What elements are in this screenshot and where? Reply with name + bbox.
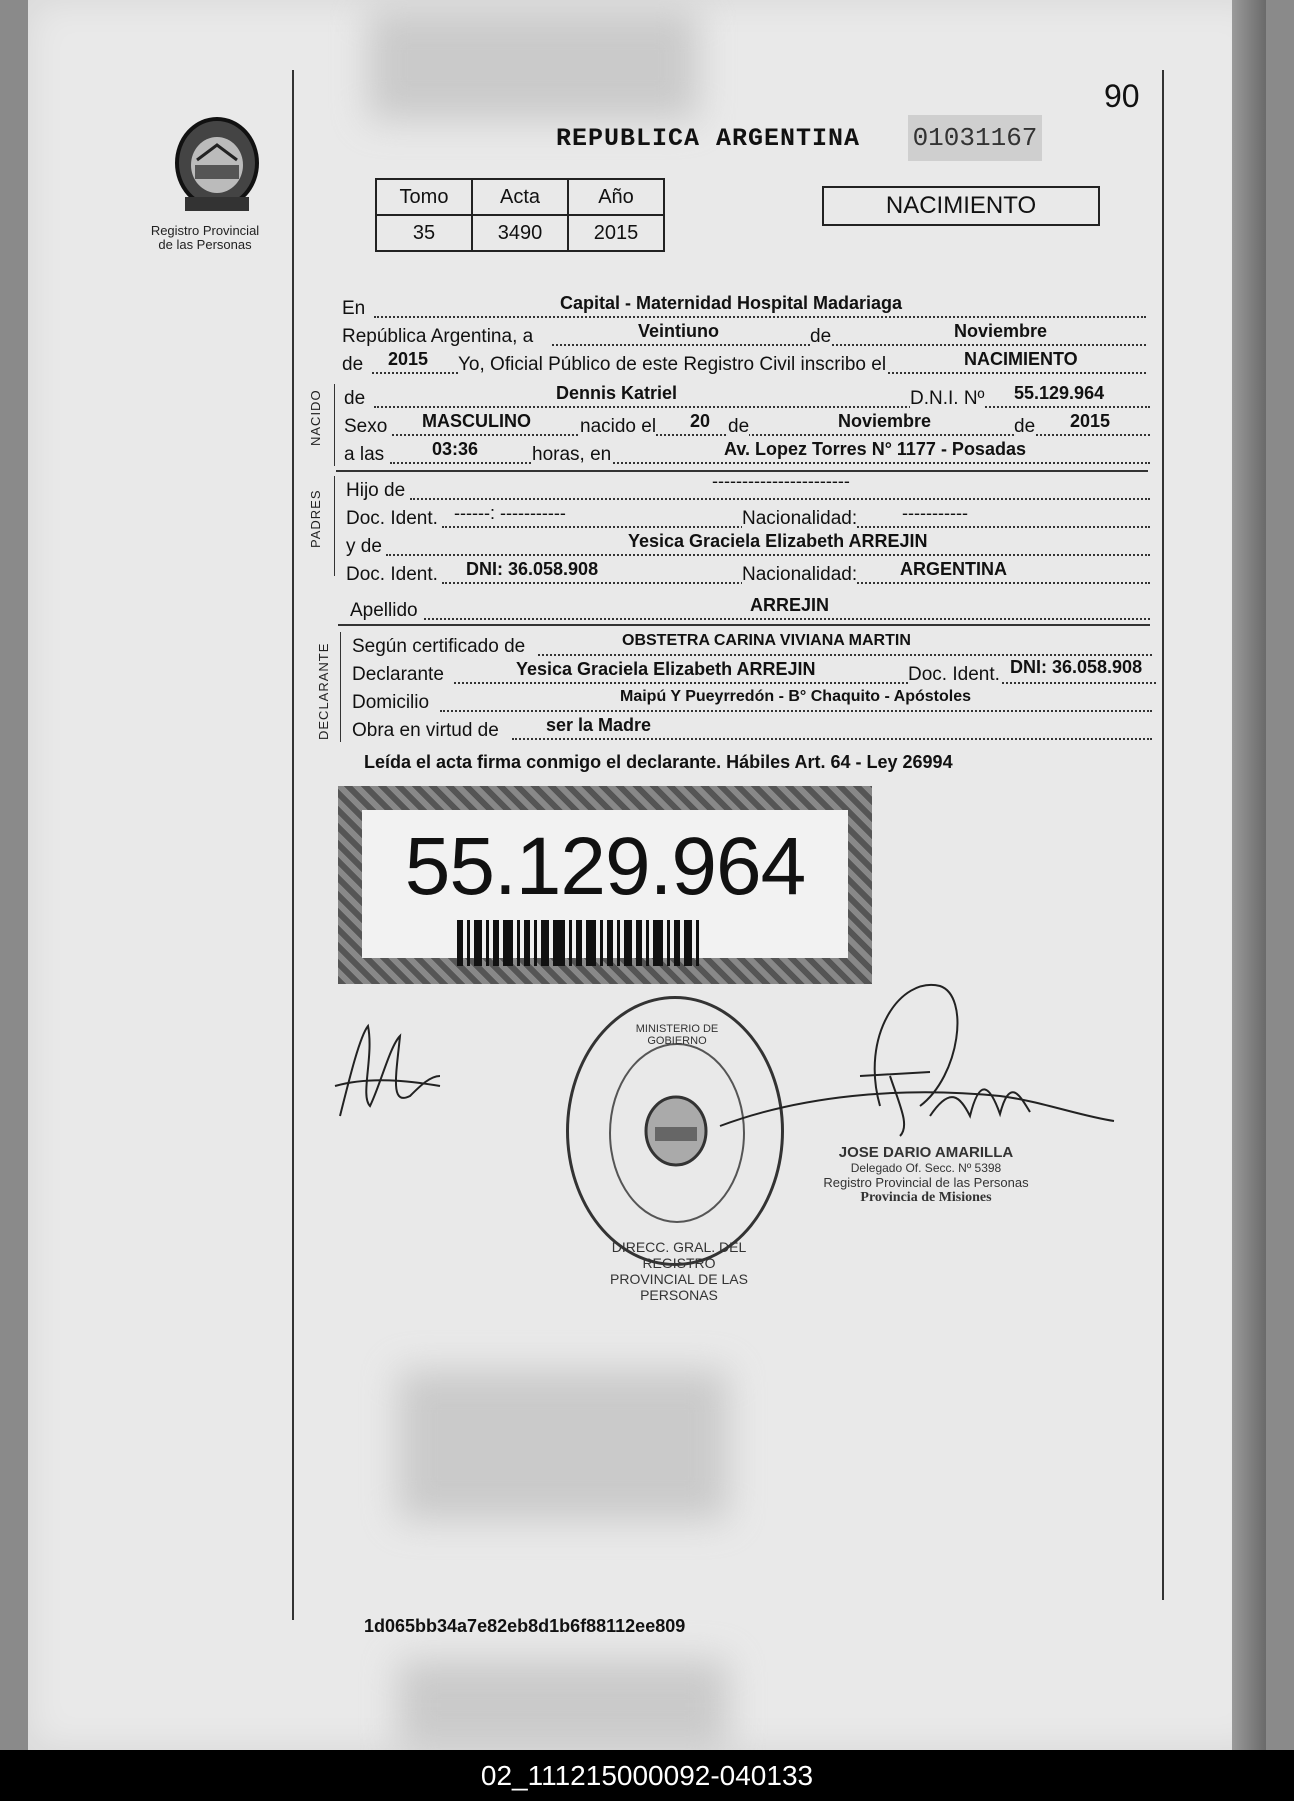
row-mother-doc (346, 560, 1150, 586)
value-place: Capital - Maternidad Hospital Madariaga (560, 293, 903, 313)
section-label-nacido: NACIDO (308, 389, 323, 446)
row-time-place (344, 440, 1150, 466)
serial-number: 01031167 (908, 115, 1042, 161)
label-domicilio: Domicilio (352, 692, 430, 713)
closing-statement: Leída el acta firma conmigo el declarante. Hábiles Art. 64 - Ley 26994 (364, 752, 953, 772)
signatory-province: Provincia de Misiones (860, 1190, 992, 1205)
label-nacido-el: nacido el (580, 416, 657, 437)
value-father: ----------------------- (712, 471, 850, 491)
section-rule (340, 632, 341, 742)
record-type-box: NACIMIENTO (822, 186, 1100, 226)
row-inscribo (342, 350, 1146, 376)
row-declarante (352, 657, 1156, 686)
dotted-line (410, 498, 1150, 500)
logo-caption-line-2: de las Personas (158, 237, 252, 252)
value-domicilio: Maipú Y Pueyrredón - B° Chaquito - Apóstoles (620, 688, 972, 705)
right-margin-rule (1162, 70, 1164, 1600)
value-dni: 55.129.964 (1014, 383, 1105, 403)
value-father-nationality: ----------- (902, 503, 968, 523)
value-apellido: ARREJIN (750, 595, 830, 615)
dotted-line (538, 654, 1152, 656)
scan-id-bar (0, 1750, 1294, 1801)
seal-outer-text: DIRECC. GRAL. DEL REGISTRO PROVINCIAL DE LAS PERSONAS (610, 1239, 748, 1303)
dni-sticker-label (362, 810, 848, 958)
page-number: 90 (1104, 78, 1140, 114)
dotted-line (512, 738, 1152, 740)
document-hash: 1d065bb34a7e82eb8d1b6f88112ee809 (364, 1616, 686, 1636)
dni-sticker-number: 55.129.964 (404, 821, 806, 912)
value-sexo: MASCULINO (422, 411, 531, 431)
row-place (342, 294, 1146, 320)
label-de: de (344, 388, 366, 409)
page-edge-shadow (1232, 0, 1266, 1750)
row-certificado (352, 632, 1152, 658)
value-declarante-doc: DNI: 36.058.908 (1010, 657, 1143, 677)
label-yo-oficial: Yo, Oficial Público de este Registro Civil inscribo el (458, 354, 887, 375)
coat-of-arms-icon (165, 105, 269, 215)
smudge (398, 1370, 728, 1520)
row-date (342, 322, 1146, 348)
seal-inner-text: MINISTERIO DE GOBIERNO (635, 1023, 719, 1047)
label-en: En (342, 298, 366, 319)
value-acta: 3490 (472, 215, 568, 251)
value-tomo: 35 (376, 215, 472, 251)
label-apellido: Apellido (350, 600, 418, 621)
row-sexo (344, 412, 1150, 438)
value-certificado: OBSTETRA CARINA VIVIANA MARTIN (622, 632, 911, 649)
smudge (368, 10, 698, 120)
dotted-line (424, 618, 1150, 620)
section-divider (338, 624, 1150, 626)
value-birth-month: Noviembre (838, 411, 932, 431)
smudge (398, 1660, 728, 1750)
value-birth-address: Av. Lopez Torres N° 1177 - Posadas (724, 439, 1026, 459)
scan-id: 02_111215000092-040133 (480, 1759, 814, 1791)
section-label-declarante: DECLARANTE (316, 642, 331, 740)
registry-table (375, 178, 665, 252)
registry-table-header-row (376, 179, 664, 215)
signatory-role: Delegado Of. Secc. Nº 5398 (850, 1161, 1002, 1175)
barcode (457, 920, 703, 966)
value-year: 2015 (388, 349, 429, 369)
dotted-line (374, 406, 1150, 408)
document-title: REPUBLICA ARGENTINA (556, 124, 861, 153)
value-child-name: Dennis Katriel (556, 383, 678, 403)
value-birth-year: 2015 (1070, 411, 1111, 431)
dotted-line (390, 462, 1150, 464)
row-father-doc (346, 504, 1150, 530)
section-rule (334, 476, 335, 576)
label-segun-certificado: Según certificado de (352, 636, 526, 657)
label-de: de (1014, 416, 1036, 437)
signatory-office: Registro Provincial de las Personas (823, 1175, 1029, 1190)
row-domicilio (352, 688, 1152, 714)
dotted-line (454, 682, 1156, 684)
value-month: Noviembre (954, 321, 1048, 341)
value-event: NACIMIENTO (964, 349, 1078, 369)
label-de: de (810, 326, 832, 347)
row-obra (352, 716, 1152, 742)
label-dni: D.N.I. Nº (910, 388, 985, 409)
header-acta: Acta (472, 179, 568, 215)
header-ano: Año (568, 179, 664, 215)
province-logo (130, 105, 280, 252)
dotted-line (552, 344, 1146, 346)
section-label-padres: PADRES (308, 489, 323, 548)
value-declarante: Yesica Graciela Elizabeth ARREJIN (516, 659, 816, 679)
value-birth-day: 20 (690, 411, 711, 431)
dotted-line (392, 434, 1150, 436)
section-rule (334, 384, 335, 466)
value-ano: 2015 (568, 215, 664, 251)
value-father-doc: ------: ----------- (454, 503, 566, 523)
signatory-name: JOSE DARIO AMARILLA (838, 1144, 1014, 1161)
signature-block (796, 1144, 1056, 1206)
dotted-line (374, 316, 1146, 318)
label-de: de (728, 416, 750, 437)
label-horas-en: horas, en (532, 444, 612, 465)
label-sexo: Sexo (344, 416, 388, 437)
value-mother: Yesica Graciela Elizabeth ARREJIN (628, 531, 928, 551)
registry-table-value-row (376, 215, 664, 251)
logo-caption (130, 224, 280, 252)
logo-caption-line-1: Registro Provincial (150, 223, 260, 238)
label-nacionalidad: Nacionalidad: (742, 564, 858, 585)
label-republica: República Argentina, a (342, 326, 534, 347)
value-birth-time: 03:36 (432, 439, 479, 459)
label-doc-ident: Doc. Ident. (346, 508, 438, 529)
row-y-de (346, 532, 1150, 558)
dotted-line (386, 554, 1150, 556)
value-mother-nationality: ARGENTINA (900, 559, 1007, 579)
value-mother-doc: DNI: 36.058.908 (466, 559, 599, 579)
dni-sticker (338, 786, 872, 984)
label-declarante: Declarante (352, 664, 444, 685)
label-obra-en-virtud: Obra en virtud de (352, 720, 499, 741)
dotted-line (440, 710, 1152, 712)
label-doc-ident: Doc. Ident. (908, 664, 1000, 685)
label-doc-ident: Doc. Ident. (346, 564, 438, 585)
row-apellido (350, 596, 1150, 622)
initials-signature (330, 1016, 450, 1126)
row-name (344, 384, 1150, 410)
label-y-de: y de (346, 536, 382, 557)
label-de: de (342, 354, 364, 375)
label-hijo-de: Hijo de (346, 480, 406, 501)
row-hijo-de (346, 471, 1150, 502)
label-a-las: a las (344, 444, 385, 465)
header-tomo: Tomo (376, 179, 472, 215)
label-nacionalidad: Nacionalidad: (742, 508, 858, 529)
value-day: Veintiuno (638, 321, 719, 341)
left-margin-rule (292, 70, 294, 1620)
value-obra: ser la Madre (546, 715, 652, 735)
